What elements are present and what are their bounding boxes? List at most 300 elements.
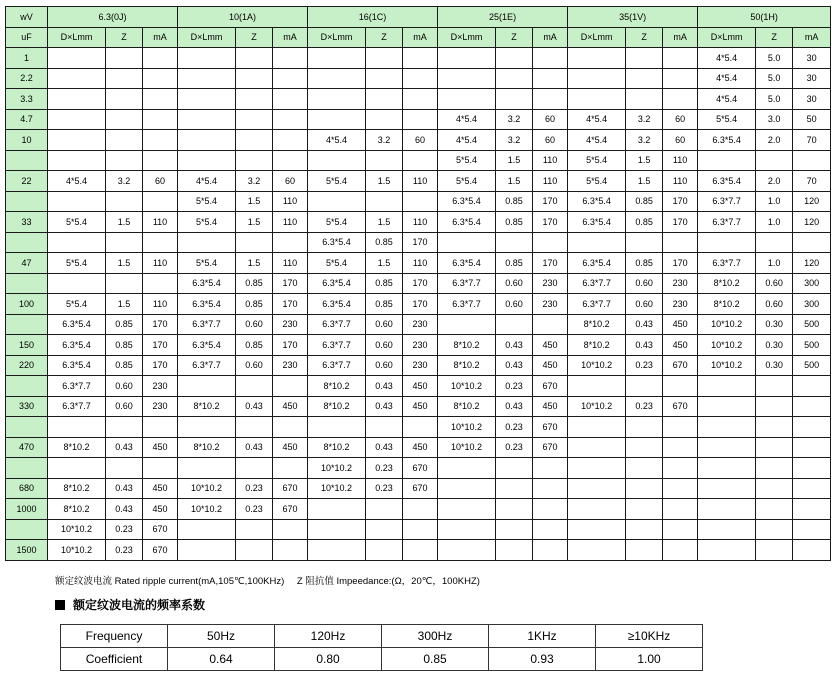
ripple-cell: 450 xyxy=(143,499,178,520)
size-cell: 6.3*7.7 xyxy=(698,191,756,212)
table-row xyxy=(6,417,831,438)
capacitance-cell: 10 xyxy=(6,130,48,151)
ripple-cell: 60 xyxy=(663,130,698,151)
impedance-cell xyxy=(366,499,403,520)
impedance-cell xyxy=(236,89,273,110)
size-cell xyxy=(308,519,366,540)
size-cell: 4*5.4 xyxy=(698,68,756,89)
impedance-cell: 0.85 xyxy=(496,212,533,233)
impedance-cell: 0.85 xyxy=(366,294,403,315)
ripple-cell: 450 xyxy=(143,437,178,458)
ripple-cell xyxy=(143,48,178,69)
size-cell: 4*5.4 xyxy=(438,130,496,151)
ripple-cell xyxy=(273,540,308,561)
size-cell xyxy=(698,376,756,397)
impedance-cell xyxy=(366,68,403,89)
ripple-cell: 170 xyxy=(663,253,698,274)
coefficient-value: 0.80 xyxy=(275,648,382,671)
ripple-cell xyxy=(533,48,568,69)
ma-header: mA xyxy=(143,27,178,48)
ripple-cell xyxy=(663,89,698,110)
impedance-cell: 1.0 xyxy=(756,253,793,274)
impedance-cell xyxy=(106,48,143,69)
ripple-note: 额定纹波电流 Rated ripple current(mA,105℃,100KHz) xyxy=(55,576,285,587)
impedance-cell xyxy=(236,130,273,151)
ripple-cell xyxy=(533,478,568,499)
impedance-cell xyxy=(626,89,663,110)
table-row xyxy=(6,355,831,376)
size-cell xyxy=(568,458,626,479)
impedance-cell: 0.85 xyxy=(236,273,273,294)
impedance-cell: 5.0 xyxy=(756,68,793,89)
ripple-cell: 670 xyxy=(663,355,698,376)
capacitance-cell: 220 xyxy=(6,355,48,376)
ripple-cell: 230 xyxy=(403,314,438,335)
ripple-cell xyxy=(273,109,308,130)
size-cell xyxy=(178,109,236,130)
ripple-cell xyxy=(273,68,308,89)
ripple-cell xyxy=(533,540,568,561)
ripple-cell: 230 xyxy=(403,335,438,356)
ripple-cell xyxy=(793,232,831,253)
impedance-cell: 0.23 xyxy=(496,376,533,397)
ripple-cell: 230 xyxy=(273,355,308,376)
impedance-cell: 0.43 xyxy=(366,396,403,417)
ripple-cell: 670 xyxy=(533,417,568,438)
impedance-cell: 0.85 xyxy=(236,294,273,315)
size-cell: 6.3*7.7 xyxy=(698,253,756,274)
size-cell xyxy=(438,68,496,89)
dim-header: D×Lmm xyxy=(48,27,106,48)
capacitance-cell xyxy=(6,314,48,335)
size-cell: 5*5.4 xyxy=(178,212,236,233)
ripple-cell xyxy=(143,232,178,253)
size-cell: 8*10.2 xyxy=(48,437,106,458)
impedance-cell xyxy=(106,417,143,438)
size-cell: 10*10.2 xyxy=(438,376,496,397)
impedance-cell xyxy=(106,68,143,89)
voltage-header: 16(1C) xyxy=(308,7,438,28)
ripple-cell xyxy=(143,191,178,212)
ripple-cell: 670 xyxy=(533,376,568,397)
ripple-cell xyxy=(403,109,438,130)
size-cell xyxy=(568,437,626,458)
size-cell: 6.3*5.4 xyxy=(308,294,366,315)
ripple-cell: 110 xyxy=(533,171,568,192)
ripple-cell: 110 xyxy=(403,171,438,192)
ripple-cell xyxy=(403,150,438,171)
ripple-cell xyxy=(143,150,178,171)
ripple-cell: 110 xyxy=(143,253,178,274)
size-cell: 6.3*5.4 xyxy=(438,212,496,233)
ripple-cell xyxy=(143,130,178,151)
impedance-cell: 5.0 xyxy=(756,89,793,110)
table-row xyxy=(6,232,831,253)
impedance-cell xyxy=(366,519,403,540)
impedance-cell: 1.0 xyxy=(756,212,793,233)
dim-header: D×Lmm xyxy=(438,27,496,48)
table-row xyxy=(6,273,831,294)
ripple-cell xyxy=(793,150,831,171)
table-row xyxy=(6,191,831,212)
impedance-cell xyxy=(106,130,143,151)
ripple-cell: 670 xyxy=(143,519,178,540)
impedance-cell: 0.30 xyxy=(756,314,793,335)
size-cell xyxy=(568,89,626,110)
size-cell: 6.3*5.4 xyxy=(568,212,626,233)
impedance-cell: 0.60 xyxy=(626,294,663,315)
size-cell: 10*10.2 xyxy=(698,355,756,376)
impedance-cell: 1.5 xyxy=(626,171,663,192)
ripple-cell: 170 xyxy=(273,273,308,294)
capacitance-cell xyxy=(6,150,48,171)
ripple-cell: 230 xyxy=(663,273,698,294)
capacitance-cell: 100 xyxy=(6,294,48,315)
impedance-cell xyxy=(366,417,403,438)
ripple-cell xyxy=(403,499,438,520)
impedance-cell: 0.43 xyxy=(626,314,663,335)
impedance-cell: 0.23 xyxy=(236,478,273,499)
size-cell xyxy=(698,540,756,561)
ripple-cell: 450 xyxy=(533,355,568,376)
dim-header: D×Lmm xyxy=(698,27,756,48)
ripple-cell: 170 xyxy=(143,355,178,376)
ripple-cell: 170 xyxy=(273,335,308,356)
impedance-cell: 0.43 xyxy=(106,478,143,499)
ripple-cell: 110 xyxy=(663,150,698,171)
size-cell: 10*10.2 xyxy=(178,499,236,520)
impedance-cell: 0.60 xyxy=(366,355,403,376)
ripple-cell xyxy=(143,417,178,438)
impedance-cell: 0.43 xyxy=(236,437,273,458)
ripple-cell xyxy=(793,437,831,458)
size-cell: 6.3*7.7 xyxy=(438,273,496,294)
size-cell xyxy=(438,89,496,110)
impedance-cell: 0.60 xyxy=(496,273,533,294)
ripple-cell xyxy=(143,89,178,110)
impedance-cell: 0.85 xyxy=(366,232,403,253)
size-cell xyxy=(698,150,756,171)
size-cell xyxy=(48,89,106,110)
impedance-cell xyxy=(626,458,663,479)
coefficient-value: 0.64 xyxy=(168,648,275,671)
impedance-cell: 0.43 xyxy=(496,355,533,376)
ripple-cell xyxy=(143,458,178,479)
section-heading xyxy=(55,596,205,613)
ripple-cell xyxy=(793,417,831,438)
size-cell xyxy=(438,478,496,499)
impedance-cell: 0.60 xyxy=(236,355,273,376)
size-cell: 6.3*5.4 xyxy=(568,191,626,212)
size-cell xyxy=(48,232,106,253)
size-cell xyxy=(48,458,106,479)
table-row xyxy=(6,89,831,110)
ripple-cell: 170 xyxy=(533,212,568,233)
ripple-cell: 230 xyxy=(533,273,568,294)
table-row xyxy=(6,150,831,171)
impedance-cell: 0.23 xyxy=(626,355,663,376)
size-cell: 10*10.2 xyxy=(48,540,106,561)
size-cell: 4*5.4 xyxy=(568,130,626,151)
dim-header: D×Lmm xyxy=(568,27,626,48)
ripple-cell: 110 xyxy=(533,150,568,171)
impedance-cell xyxy=(496,232,533,253)
ripple-cell: 670 xyxy=(663,396,698,417)
ripple-cell: 110 xyxy=(273,212,308,233)
ripple-cell: 170 xyxy=(533,253,568,274)
ripple-cell xyxy=(533,499,568,520)
size-cell: 8*10.2 xyxy=(568,335,626,356)
ripple-cell: 230 xyxy=(273,314,308,335)
impedance-cell: 0.60 xyxy=(106,396,143,417)
size-cell: 8*10.2 xyxy=(568,314,626,335)
size-cell: 5*5.4 xyxy=(568,171,626,192)
impedance-cell: 0.60 xyxy=(366,335,403,356)
ripple-cell: 170 xyxy=(663,191,698,212)
impedance-cell xyxy=(366,89,403,110)
impedance-cell: 0.60 xyxy=(626,273,663,294)
size-cell xyxy=(698,499,756,520)
size-cell xyxy=(698,417,756,438)
impedance-cell xyxy=(496,89,533,110)
size-cell: 6.3*5.4 xyxy=(178,294,236,315)
capacitance-cell: 150 xyxy=(6,335,48,356)
impedance-cell xyxy=(756,478,793,499)
size-cell xyxy=(48,417,106,438)
impedance-cell: 0.85 xyxy=(496,253,533,274)
impedance-cell xyxy=(106,232,143,253)
size-cell: 5*5.4 xyxy=(438,171,496,192)
impedance-cell: 0.23 xyxy=(496,417,533,438)
ripple-cell xyxy=(403,540,438,561)
dim-header: D×Lmm xyxy=(178,27,236,48)
size-cell xyxy=(698,478,756,499)
ripple-cell xyxy=(663,519,698,540)
impedance-cell: 1.0 xyxy=(756,191,793,212)
size-cell xyxy=(178,89,236,110)
ripple-cell xyxy=(273,130,308,151)
impedance-cell: 0.43 xyxy=(106,437,143,458)
size-cell xyxy=(48,150,106,171)
impedance-cell: 1.5 xyxy=(366,171,403,192)
capacitance-cell: 1500 xyxy=(6,540,48,561)
size-cell xyxy=(178,68,236,89)
ripple-cell: 230 xyxy=(143,376,178,397)
size-cell: 6.3*5.4 xyxy=(438,191,496,212)
size-cell: 6.3*5.4 xyxy=(48,335,106,356)
impedance-cell: 1.5 xyxy=(236,253,273,274)
capacitance-cell: 22 xyxy=(6,171,48,192)
impedance-cell xyxy=(236,109,273,130)
spec-table-body xyxy=(6,48,831,561)
capacitance-cell: 330 xyxy=(6,396,48,417)
ripple-cell xyxy=(273,458,308,479)
ripple-cell: 70 xyxy=(793,130,831,151)
size-cell: 8*10.2 xyxy=(698,273,756,294)
size-cell xyxy=(48,109,106,130)
impedance-cell: 0.60 xyxy=(236,314,273,335)
ripple-cell xyxy=(663,540,698,561)
table-row xyxy=(6,109,831,130)
capacitor-spec-table xyxy=(5,6,831,561)
size-cell xyxy=(178,48,236,69)
impedance-cell xyxy=(106,191,143,212)
ripple-cell: 120 xyxy=(793,191,831,212)
size-cell xyxy=(178,519,236,540)
impedance-cell xyxy=(496,540,533,561)
size-cell: 4*5.4 xyxy=(698,48,756,69)
ripple-cell xyxy=(663,478,698,499)
size-cell: 6.3*7.7 xyxy=(48,396,106,417)
impedance-cell xyxy=(626,437,663,458)
ripple-cell: 120 xyxy=(793,212,831,233)
impedance-cell: 3.0 xyxy=(756,109,793,130)
size-cell: 8*10.2 xyxy=(178,396,236,417)
ripple-cell: 670 xyxy=(273,499,308,520)
impedance-cell xyxy=(496,478,533,499)
ripple-cell xyxy=(663,232,698,253)
ripple-cell: 170 xyxy=(533,191,568,212)
size-cell xyxy=(698,232,756,253)
size-cell xyxy=(568,499,626,520)
impedance-cell: 1.5 xyxy=(236,191,273,212)
size-cell: 6.3*7.7 xyxy=(308,355,366,376)
ripple-cell xyxy=(663,417,698,438)
size-cell xyxy=(568,48,626,69)
coefficient-row xyxy=(61,648,703,671)
size-cell xyxy=(48,191,106,212)
size-cell: 10*10.2 xyxy=(308,458,366,479)
capacitance-cell: 47 xyxy=(6,253,48,274)
ripple-cell: 450 xyxy=(273,396,308,417)
impedance-cell xyxy=(236,458,273,479)
ripple-cell xyxy=(403,191,438,212)
capacitance-cell xyxy=(6,191,48,212)
frequency-value: ≥10KHz xyxy=(596,625,703,648)
capacitance-cell xyxy=(6,458,48,479)
ma-header: mA xyxy=(403,27,438,48)
size-cell: 5*5.4 xyxy=(48,253,106,274)
ripple-cell: 60 xyxy=(533,109,568,130)
impedance-cell xyxy=(626,68,663,89)
dim-header: D×Lmm xyxy=(308,27,366,48)
ripple-cell: 170 xyxy=(403,294,438,315)
size-cell: 6.3*7.7 xyxy=(178,355,236,376)
table-row xyxy=(6,437,831,458)
impedance-cell xyxy=(496,314,533,335)
ripple-cell: 30 xyxy=(793,89,831,110)
z-header: Z xyxy=(756,27,793,48)
ripple-cell xyxy=(663,68,698,89)
ripple-cell: 170 xyxy=(143,314,178,335)
frequency-value: 50Hz xyxy=(168,625,275,648)
uf-label: uF xyxy=(6,27,48,48)
table-row xyxy=(6,314,831,335)
impedance-cell xyxy=(236,150,273,171)
size-cell xyxy=(308,499,366,520)
size-cell: 10*10.2 xyxy=(438,417,496,438)
section-title: 额定纹波电流的频率系数 xyxy=(73,598,206,612)
frequency-value: 300Hz xyxy=(382,625,489,648)
size-cell: 4*5.4 xyxy=(178,171,236,192)
voltage-header: 10(1A) xyxy=(178,7,308,28)
ripple-cell xyxy=(273,376,308,397)
capacitance-cell: 1000 xyxy=(6,499,48,520)
z-header: Z xyxy=(496,27,533,48)
ripple-cell xyxy=(793,376,831,397)
size-cell xyxy=(308,540,366,561)
size-cell: 8*10.2 xyxy=(308,376,366,397)
ripple-cell: 450 xyxy=(533,396,568,417)
coefficient-label: Coefficient xyxy=(61,648,168,671)
impedance-cell: 0.23 xyxy=(106,519,143,540)
ripple-cell: 500 xyxy=(793,314,831,335)
table-row xyxy=(6,171,831,192)
size-cell: 6.3*7.7 xyxy=(568,294,626,315)
ripple-cell: 670 xyxy=(403,458,438,479)
impedance-cell xyxy=(626,232,663,253)
impedance-cell: 0.23 xyxy=(626,396,663,417)
impedance-cell xyxy=(626,48,663,69)
ripple-cell xyxy=(663,48,698,69)
ripple-cell: 300 xyxy=(793,273,831,294)
impedance-cell: 1.5 xyxy=(106,253,143,274)
impedance-cell xyxy=(366,150,403,171)
impedance-cell xyxy=(756,396,793,417)
impedance-cell: 0.60 xyxy=(366,314,403,335)
size-cell: 6.3*5.4 xyxy=(698,171,756,192)
ripple-cell: 30 xyxy=(793,48,831,69)
ripple-cell xyxy=(793,519,831,540)
ripple-cell xyxy=(793,499,831,520)
size-cell: 6.3*7.7 xyxy=(308,314,366,335)
impedance-cell xyxy=(626,417,663,438)
size-cell xyxy=(308,89,366,110)
impedance-cell xyxy=(496,519,533,540)
impedance-cell xyxy=(236,232,273,253)
voltage-header-row xyxy=(6,7,831,28)
frequency-coefficient-table xyxy=(60,624,703,671)
impedance-cell: 1.5 xyxy=(626,150,663,171)
size-cell xyxy=(438,458,496,479)
table-row xyxy=(6,253,831,274)
ma-header: mA xyxy=(663,27,698,48)
size-cell: 6.3*7.7 xyxy=(308,335,366,356)
ripple-cell: 450 xyxy=(663,335,698,356)
impedance-cell: 0.60 xyxy=(496,294,533,315)
ripple-cell xyxy=(533,89,568,110)
impedance-cell: 0.85 xyxy=(106,335,143,356)
ripple-cell: 450 xyxy=(403,376,438,397)
ripple-cell xyxy=(663,458,698,479)
table-row xyxy=(6,212,831,233)
size-cell: 6.3*5.4 xyxy=(178,335,236,356)
impedance-cell: 0.23 xyxy=(236,499,273,520)
impedance-cell xyxy=(626,499,663,520)
size-cell: 8*10.2 xyxy=(48,499,106,520)
impedance-cell xyxy=(366,540,403,561)
capacitance-cell xyxy=(6,519,48,540)
ripple-cell: 60 xyxy=(143,171,178,192)
ripple-cell: 500 xyxy=(793,355,831,376)
ripple-cell: 670 xyxy=(533,437,568,458)
impedance-cell xyxy=(366,109,403,130)
ripple-cell: 450 xyxy=(143,478,178,499)
ripple-cell: 170 xyxy=(403,232,438,253)
ma-header: mA xyxy=(533,27,568,48)
capacitance-cell: 3.3 xyxy=(6,89,48,110)
impedance-cell xyxy=(236,417,273,438)
